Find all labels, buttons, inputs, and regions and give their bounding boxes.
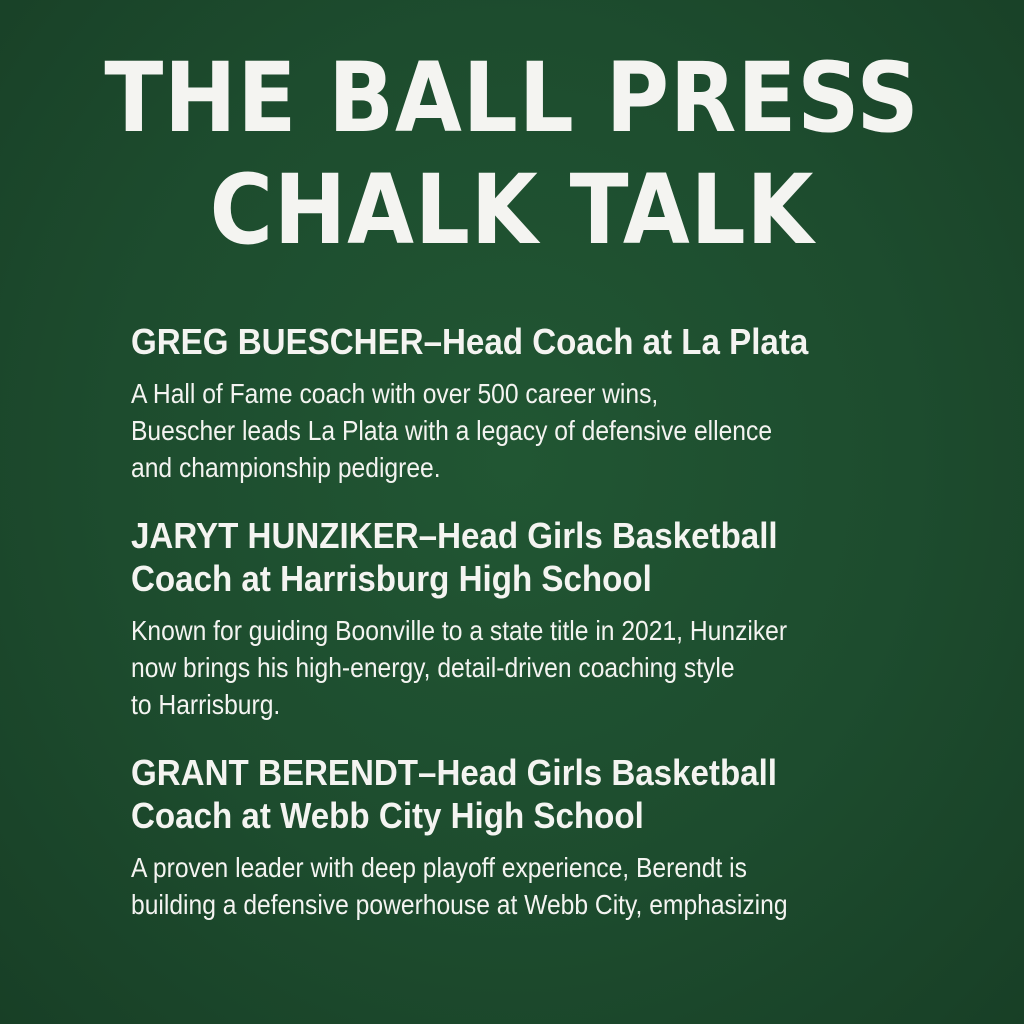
coach-description bbox=[131, 849, 923, 923]
description-line: A proven leader with deep playoff experience, Berendt is bbox=[131, 852, 747, 883]
coach-name-heading bbox=[131, 751, 885, 837]
coach-entry-buescher bbox=[131, 320, 931, 486]
coach-description bbox=[131, 612, 923, 723]
description-line: now brings his high-energy, detail-driven coaching style bbox=[131, 652, 735, 683]
title-line-2: CHALK TALK bbox=[209, 154, 815, 266]
coach-entry-hunziker bbox=[131, 514, 931, 723]
description-line: A Hall of Fame coach with over 500 career wins, bbox=[131, 378, 659, 409]
coach-name-heading bbox=[131, 320, 885, 363]
coach-entry-berendt bbox=[131, 751, 931, 923]
poster-title bbox=[51, 42, 973, 266]
coach-name-line: JARYT HUNZIKER–Head Girls Basketball bbox=[131, 515, 778, 556]
title-line-1: THE BALL PRESS bbox=[104, 42, 920, 154]
coach-name-line: Coach at Harrisburg High School bbox=[131, 558, 652, 599]
coach-name-line: Coach at Webb City High School bbox=[131, 795, 644, 836]
description-line: to Harrisburg. bbox=[131, 689, 281, 720]
description-line: and championship pedigree. bbox=[131, 452, 441, 483]
coach-description bbox=[131, 375, 923, 486]
coach-list bbox=[131, 320, 931, 951]
coach-name-heading bbox=[131, 514, 885, 600]
coach-name-line: GREG BUESCHER–Head Coach at La Plata bbox=[131, 321, 809, 362]
coach-name-line: GRANT BERENDT–Head Girls Basketball bbox=[131, 752, 778, 793]
description-line: building a defensive powerhouse at Webb City, emphasizing bbox=[131, 889, 788, 920]
description-line: Buescher leads La Plata with a legacy of defensive ellence bbox=[131, 415, 773, 446]
description-line: Known for guiding Boonville to a state title in 2021, Hunziker bbox=[131, 615, 788, 646]
